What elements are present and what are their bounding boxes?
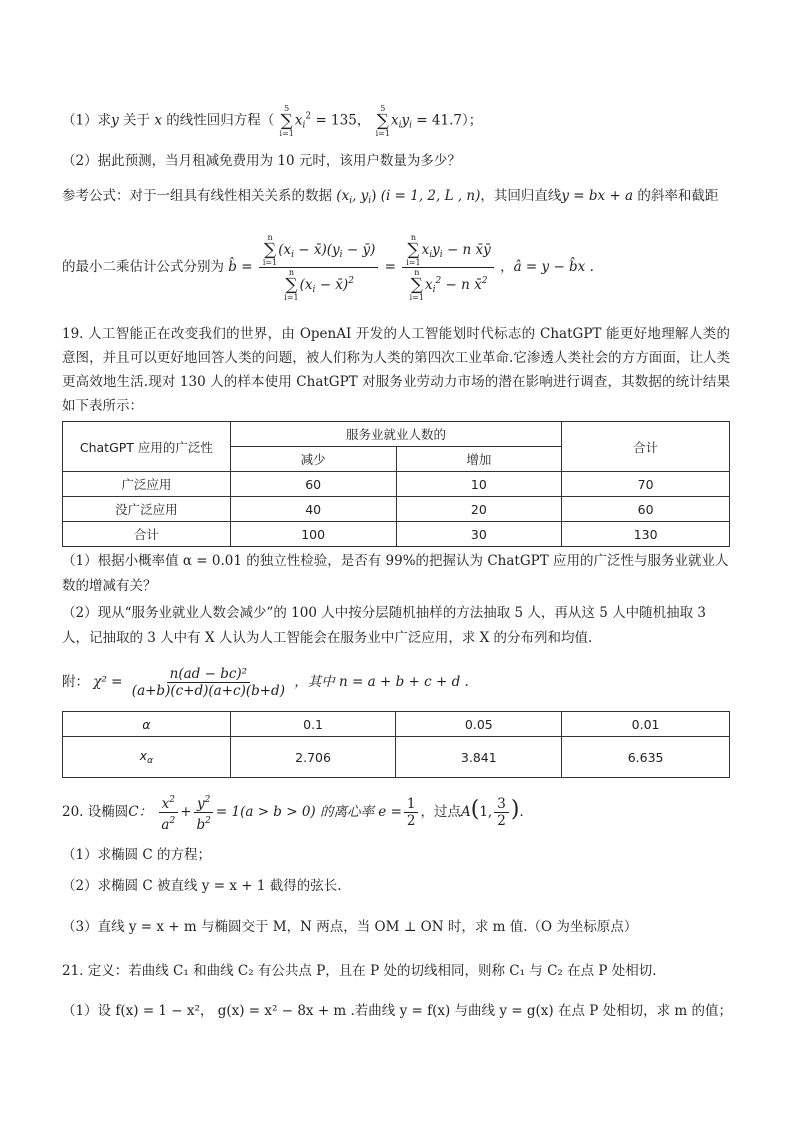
q18-part2: （2）据此预测，当月租减免费用为 10 元时，该用户数量为多少？	[62, 153, 461, 169]
q19-contingency-table	[62, 421, 730, 547]
q18-lsq-formula: 的最小二乘估计公式分别为 b̂ = n ∑ i=1 ($x_i$ − $x̄)(y_i$ − ȳ) n ∑ i=1 ($x_i$ − x̄)$^2$ = n ∑ i=1 $x_iy_i - n$ x̄ȳ n ∑ i=1 $x_i^2 - n$ x̄$^2$ ，â = y − b̂x .	[62, 233, 594, 302]
q20-eccentricity: e =	[378, 804, 402, 820]
sum-symbol: 5 ∑ i=1	[279, 104, 294, 138]
ref-text: 参考公式：对于一组具有线性相关关系的数据	[62, 188, 332, 204]
b-hat-fraction-1: n ∑ i=1 ($x_i$ − $x̄)(y_i$ − ȳ) n ∑ i=1 ($x_i$ − x̄)$^2$	[259, 233, 379, 302]
cell: 30	[396, 522, 562, 547]
q18-part1: （1）求y 关于 x 的线性回归方程（ 5 ∑ i=1 $x_i^2 = 135$， 5 ∑ i=1 $x_iy_i = 41.7$）；	[62, 104, 483, 138]
q20-lead: 20. 设椭圆	[62, 804, 129, 820]
chi-lhs: χ² =	[93, 674, 123, 690]
critical-value-table	[62, 711, 730, 778]
cell: 130	[562, 522, 730, 547]
var-y: y	[111, 112, 119, 129]
table-sub-header: 增加	[396, 447, 562, 472]
ref-pair: (x	[336, 188, 350, 204]
critical-value: 6.635	[562, 737, 730, 778]
alpha-value: 0.01	[562, 712, 730, 737]
q18-part1-lead: （1）求	[62, 112, 112, 129]
q20-part2: （2）求椭圆 C 被直线 y = x + 1 截得的弦长.	[62, 878, 342, 894]
q18-reference: 参考公式：对于一组具有线性相关关系的数据 ($x_i$, $y_i$) (i = 1, 2, L , n)，其回归直线y = bx + a 的斜率和截距	[62, 188, 719, 206]
row-label: 合计	[63, 522, 231, 547]
q20-part1: （1）求椭圆 C 的方程；	[62, 847, 212, 863]
chi-numerator: n(ad − bc)²	[167, 666, 250, 683]
cell: 70	[562, 472, 730, 497]
a-hat: â = y − b̂x .	[513, 259, 594, 275]
alpha-label: α	[63, 712, 231, 737]
cell: 100	[230, 522, 396, 547]
q18-part1-tail: 的线性回归方程（	[161, 112, 275, 129]
table-total-header: 合计	[562, 422, 730, 472]
ref-tail: ，其回归直线	[480, 188, 562, 204]
q20-condition: = 1(a > b > 0) 的离心率	[215, 804, 374, 820]
lsq-text: 的最小二乘估计公式分别为	[62, 259, 224, 275]
chi-where: ，其中 n = a + b + c + d .	[294, 674, 469, 690]
q19-intro: 19. 人工智能正在改变我们的世界，由 OpenAI 开发的人工智能划时代标志的 ChatGPT 能更好地理解人类的意图，并且可以更好地回答人类的问题，被人们称为人类的第四次工业革命.它渗透人类社会的方方面面，让人类更高效地生活.现对 130 人的样本使用 ChatGPT 对服务业劳动力市场的潜在影响进行调查，其数据的统计结果如下表所示：	[62, 326, 730, 414]
sum2-value: = 41.7）；	[416, 112, 483, 129]
q20-part3: （3）直线 y = x + m 与椭圆交于 M，N 两点，当 OM ⊥ ON 时，求 m 值.（O 为坐标原点）	[62, 919, 638, 935]
table-row	[63, 472, 730, 497]
alpha-value: 0.1	[230, 712, 396, 737]
q19-part2-b: 人，记抽取的 3 人中有 X 人认为人工智能会在服务业中广泛应用，求 X 的分布列和均值.	[62, 630, 593, 646]
q19-part2-a: （2）现从“服务业就业人数会减少”的 100 人中按分层随机抽样的方法抽取 5 人，再从这 5 人中随机抽取 3	[62, 605, 706, 621]
sum-symbol-2: 5 ∑ i=1	[375, 104, 390, 138]
q20-ellipse-name: C：	[128, 804, 153, 820]
cell: 60	[562, 497, 730, 522]
q19-part1-a: （1）根据小概率值 α = 0.01 的独立性检验，是否有 99%的把握认为 ChatGPT 应用的广泛性与服务业就业人	[62, 553, 729, 569]
x-alpha-label: $x_\alpha$	[63, 737, 231, 778]
critical-value: 3.841	[396, 737, 562, 778]
ref-tail2: 的斜率和截距	[633, 188, 719, 204]
alpha-value: 0.05	[396, 712, 562, 737]
chi-fraction	[129, 666, 288, 699]
ref-index: (i = 1, 2, L , n)	[380, 188, 481, 204]
q19-part1-b: 数的增减有关？	[62, 578, 157, 594]
q20-through: ，过点	[420, 804, 461, 820]
critical-value: 2.706	[230, 737, 396, 778]
chi-denominator: (a+b)(c+d)(a+c)(b+d)	[131, 683, 285, 699]
table-sub-header: 减少	[230, 447, 396, 472]
table-row	[63, 497, 730, 522]
chi-square-formula	[62, 660, 469, 704]
b-hat: b̂ =	[228, 259, 253, 275]
q20-intro: 20. 设椭圆C： $\frac{x^2}{a^2}$ + $\frac{y^2}{b^2}$ = 1(a > b > 0) 的离心率 e = $\frac{1}{2}$ ，过点A(1, $\frac{3}{2}$ ).	[62, 790, 524, 833]
var-x: x	[154, 112, 162, 129]
row-label: 广泛应用	[63, 472, 231, 497]
sum1-value: = 135，	[315, 112, 371, 129]
appendix-label: 附：	[62, 674, 89, 690]
ref-line-eq: y = bx + a	[561, 188, 634, 204]
cell: 60	[230, 472, 396, 497]
cell: 20	[396, 497, 562, 522]
q21-definition: 21. 定义：若曲线 C₁ 和曲线 C₂ 有公共点 P，且在 P 处的切线相同，则称 C₁ 与 C₂ 在点 P 处相切.	[62, 963, 657, 979]
sum1-expr: x	[294, 112, 303, 129]
row-label: 没广泛应用	[63, 497, 231, 522]
table-row	[63, 522, 730, 547]
cell: 10	[396, 472, 562, 497]
q21-part1: （1）设 f(x) = 1 − x²， g(x) = x² − 8x + m .若曲线 y = f(x) 与曲线 y = g(x) 在点 P 处相切，求 m 的值；	[62, 1003, 732, 1019]
q18-part1-mid: 关于	[118, 112, 155, 129]
table-group-header: 服务业就业人数的	[230, 422, 561, 447]
b-hat-fraction-2: n ∑ i=1 $x_iy_i - n$ x̄ȳ n ∑ i=1 $x_i^2 - n$ x̄$^2$	[402, 233, 494, 302]
q20-point-label: A	[460, 804, 471, 820]
cell: 40	[230, 497, 396, 522]
table-corner: ChatGPT 应用的广泛性	[63, 422, 231, 472]
